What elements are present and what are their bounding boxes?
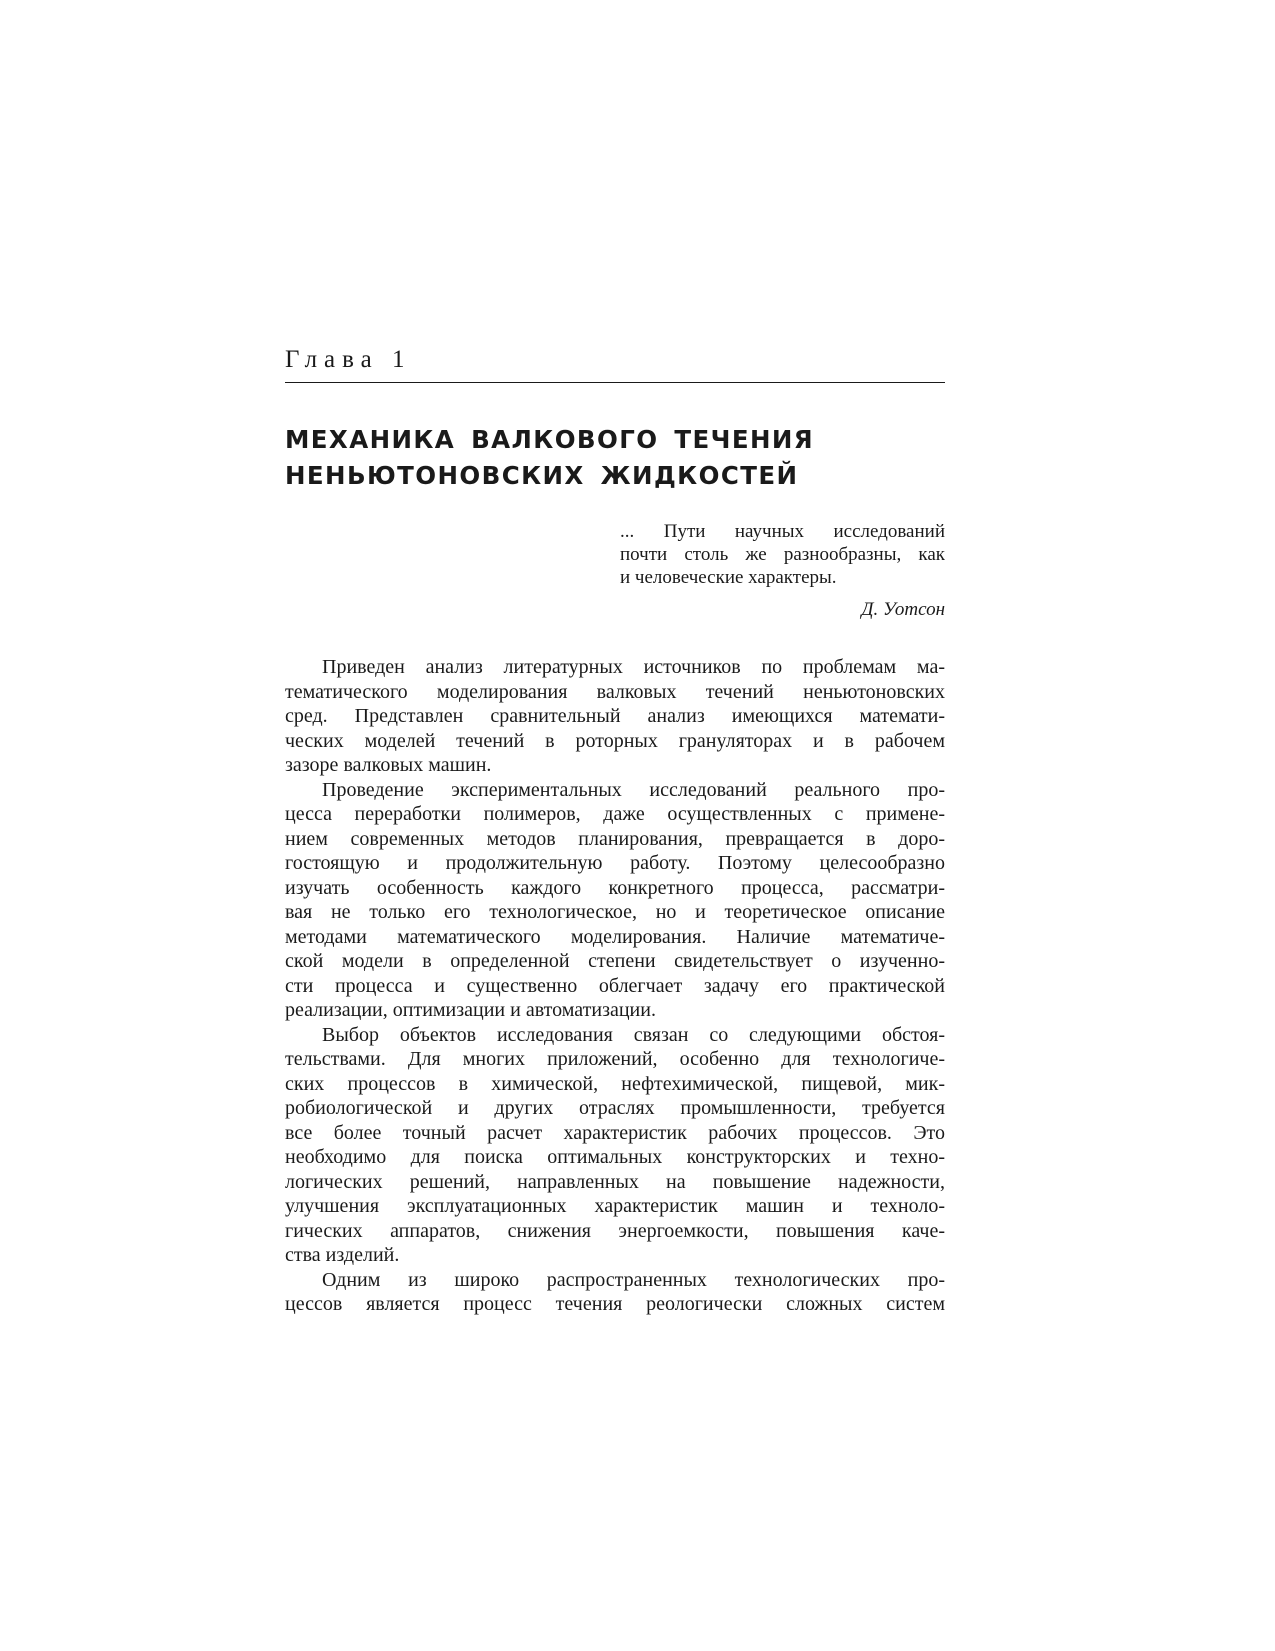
chapter-title bbox=[285, 422, 945, 494]
epigraph bbox=[620, 520, 945, 621]
body-line: ства изделий. bbox=[285, 1244, 400, 1266]
epigraph-quote bbox=[620, 520, 945, 589]
epigraph-line: почти столь же разнообразны, как bbox=[620, 544, 945, 565]
body-line: сти процесса и существенно облегчает задачу его практической bbox=[285, 974, 945, 997]
chapter-label: Глава 1 bbox=[285, 346, 412, 373]
chapter-title-line: МЕХАНИКА ВАЛКОВОГО ТЕЧЕНИЯ bbox=[285, 425, 815, 454]
epigraph-line: и человеческие характеры. bbox=[620, 567, 837, 588]
body-line: робиологической и других отраслях промышленности, требуется bbox=[285, 1097, 945, 1119]
body-line: Одним из широко распространенных технологических про- bbox=[322, 1268, 945, 1291]
chapter-divider bbox=[285, 382, 945, 383]
body-text bbox=[285, 655, 945, 1317]
body-line: ской модели в определенной степени свидетельствует о изученно- bbox=[285, 950, 945, 972]
body-line: нием современных методов планирования, превращается в доро- bbox=[285, 827, 945, 850]
body-line: вая не только его технологическое, но и теоретическое описание bbox=[285, 901, 945, 923]
body-line: Выбор объектов исследования связан со следующими обстоя- bbox=[322, 1023, 945, 1046]
epigraph-author: Д. Уотсон bbox=[861, 599, 945, 620]
body-line: Приведен анализ литературных источников по проблемам ма- bbox=[322, 656, 945, 678]
body-line: Проведение экспериментальных исследований реального про- bbox=[322, 778, 945, 801]
body-line: тематического моделирования валковых течений неньютоновских bbox=[285, 680, 945, 703]
body-line: гостоящую и продолжительную работу. Поэтому целесообразно bbox=[285, 852, 945, 874]
body-line: методами математического моделирования. Наличие математиче- bbox=[285, 925, 945, 948]
body-line: зазоре валковых машин. bbox=[285, 754, 492, 776]
body-line: необходимо для поиска оптимальных конструкторских и техно- bbox=[285, 1146, 945, 1168]
body-line: все более точный расчет характеристик рабочих процессов. Это bbox=[285, 1121, 945, 1144]
body-line: реализации, оптимизации и автоматизации. bbox=[285, 999, 656, 1021]
epigraph-line: ... Пути научных исследований bbox=[620, 521, 945, 542]
body-line: изучать особенность каждого конкретного процесса, рассматри- bbox=[285, 876, 945, 899]
body-line: цесса переработки полимеров, даже осуществленных с примене- bbox=[285, 803, 945, 825]
body-line: гических аппаратов, снижения энергоемкости, повышения каче- bbox=[285, 1219, 945, 1242]
body-line: тельствами. Для многих приложений, особенно для технологиче- bbox=[285, 1048, 945, 1070]
body-line: ческих моделей течений в роторных грануляторах и в рабочем bbox=[285, 729, 945, 752]
body-line: цессов является процесс течения реологически сложных систем bbox=[285, 1293, 945, 1315]
body-line: сред. Представлен сравнительный анализ имеющихся математи- bbox=[285, 705, 945, 727]
body-line: ских процессов в химической, нефтехимической, пищевой, мик- bbox=[285, 1072, 945, 1095]
chapter-title-line: НЕНЬЮТОНОВСКИХ ЖИДКОСТЕЙ bbox=[285, 461, 799, 490]
body-line: улучшения эксплуатационных характеристик машин и техноло- bbox=[285, 1195, 945, 1217]
body-line: логических решений, направленных на повышение надежности, bbox=[285, 1170, 945, 1193]
